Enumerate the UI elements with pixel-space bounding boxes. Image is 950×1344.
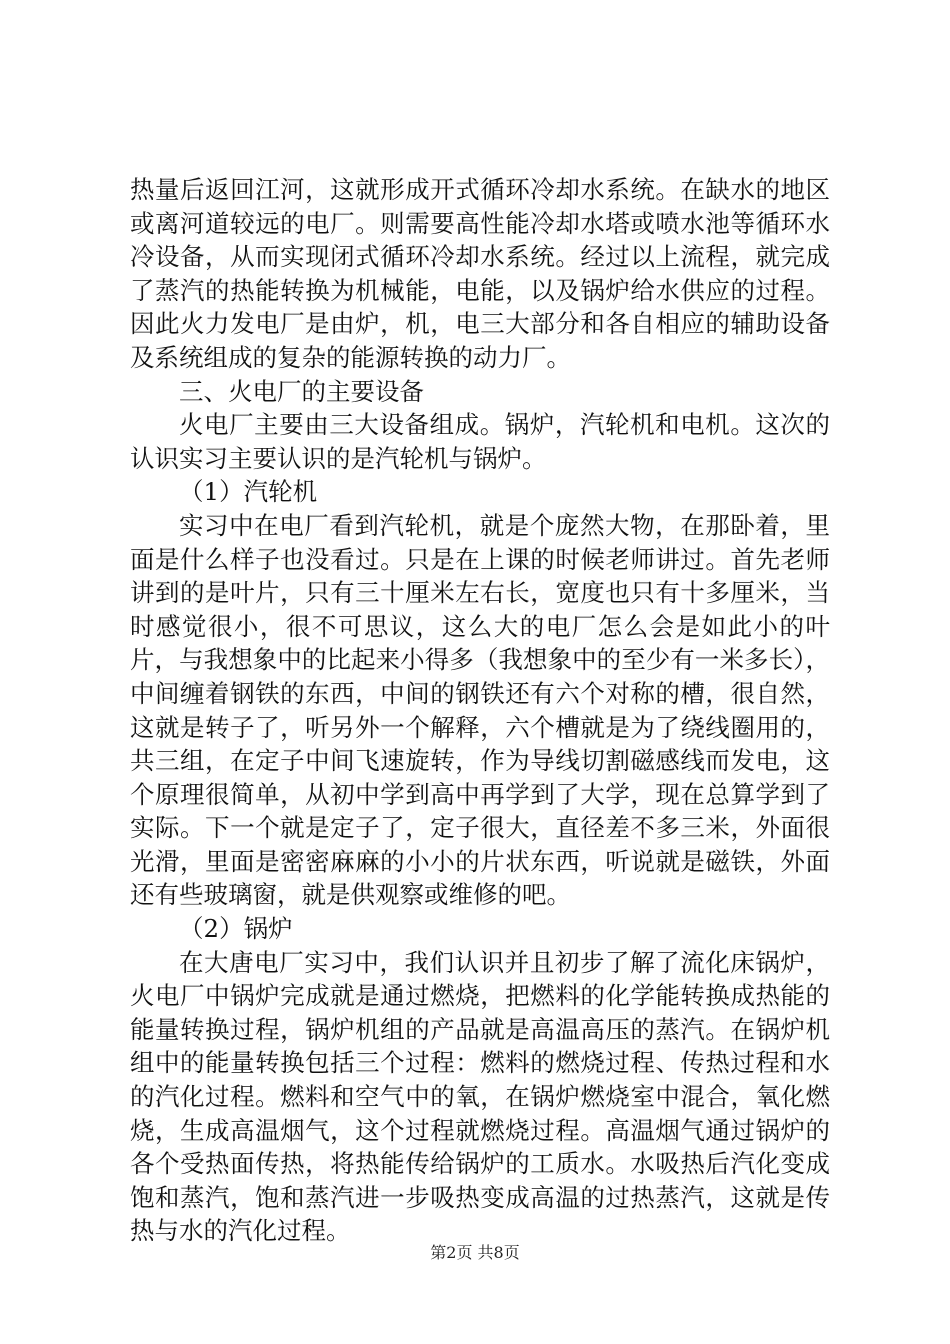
- section-heading-main-equipment: 三、火电厂的主要设备: [179, 376, 424, 406]
- paragraph-three-major-equipment: 火电厂主要由三大设备组成。锅炉，汽轮机和电机。这次的认识实习主要认识的是汽轮机与锅炉。: [130, 410, 830, 473]
- subsection-heading-boiler: （2）锅炉: [179, 914, 293, 944]
- document-body: [130, 173, 830, 1248]
- subsection-heading-turbine: （1）汽轮机: [179, 477, 318, 507]
- page-footer: [0, 1243, 950, 1263]
- paragraph-turbine: 实习中在电厂看到汽轮机，就是个庞然大物，在那卧着，里面是什么样子也没看过。只是在上课的时候老师讲过。首先老师讲到的是叶片，只有三十厘米左右长，宽度也只有十多厘米，当时感觉很小，很不可思议，这么大的电厂怎么会是如此小的叶片，与我想象中的比起来小得多（我想象中的至少有一米多长），中间缠着钢铁的东西，中间的钢铁还有六个对称的槽，很自然，这就是转子了，听另外一个解释，六个槽就是为了绕线圈用的，共三组，在定子中间飞速旋转，作为导线切割磁感线而发电，这个原理很简单，从初中学到高中再学到了大学，现在总算学到了实际。下一个就是定子了，定子很大，直径差不多三米，外面很光滑，里面是密密麻麻的小小的片状东西，听说就是磁铁，外面还有些玻璃窗，就是供观察或维修的吧。: [130, 510, 830, 910]
- paragraph-cooling-water-system: 热量后返回江河，这就形成开式循环冷却水系统。在缺水的地区或离河道较远的电厂。则需要高性能冷却水塔或喷水池等循环水冷设备，从而实现闭式循环冷却水系统。经过以上流程，就完成了蒸汽的热能转换为机械能，电能，以及锅炉给水供应的过程。因此火力发电厂是由炉，机，电三大部分和各自相应的辅助设备及系统组成的复杂的能源转换的动力厂。: [130, 175, 830, 372]
- paragraph-boiler: 在大唐电厂实习中，我们认识并且初步了解了流化床锅炉，火电厂中锅炉完成就是通过燃烧，把燃料的化学能转换成热能的能量转换过程，锅炉机组的产品就是高温高压的蒸汽。在锅炉机组中的能量转换包括三个过程：燃料的燃烧过程、传热过程和水的汽化过程。燃料和空气中的氧，在锅炉燃烧室中混合，氧化燃烧，生成高温烟气，这个过程就燃烧过程。高温烟气通过锅炉的各个受热面传热，将热能传给锅炉的工质水。水吸热后汽化变成饱和蒸汽，饱和蒸汽进一步吸热变成高温的过热蒸汽，这就是传热与水的汽化过程。: [130, 947, 830, 1246]
- page-number-label: 第2页 共8页: [430, 1243, 520, 1262]
